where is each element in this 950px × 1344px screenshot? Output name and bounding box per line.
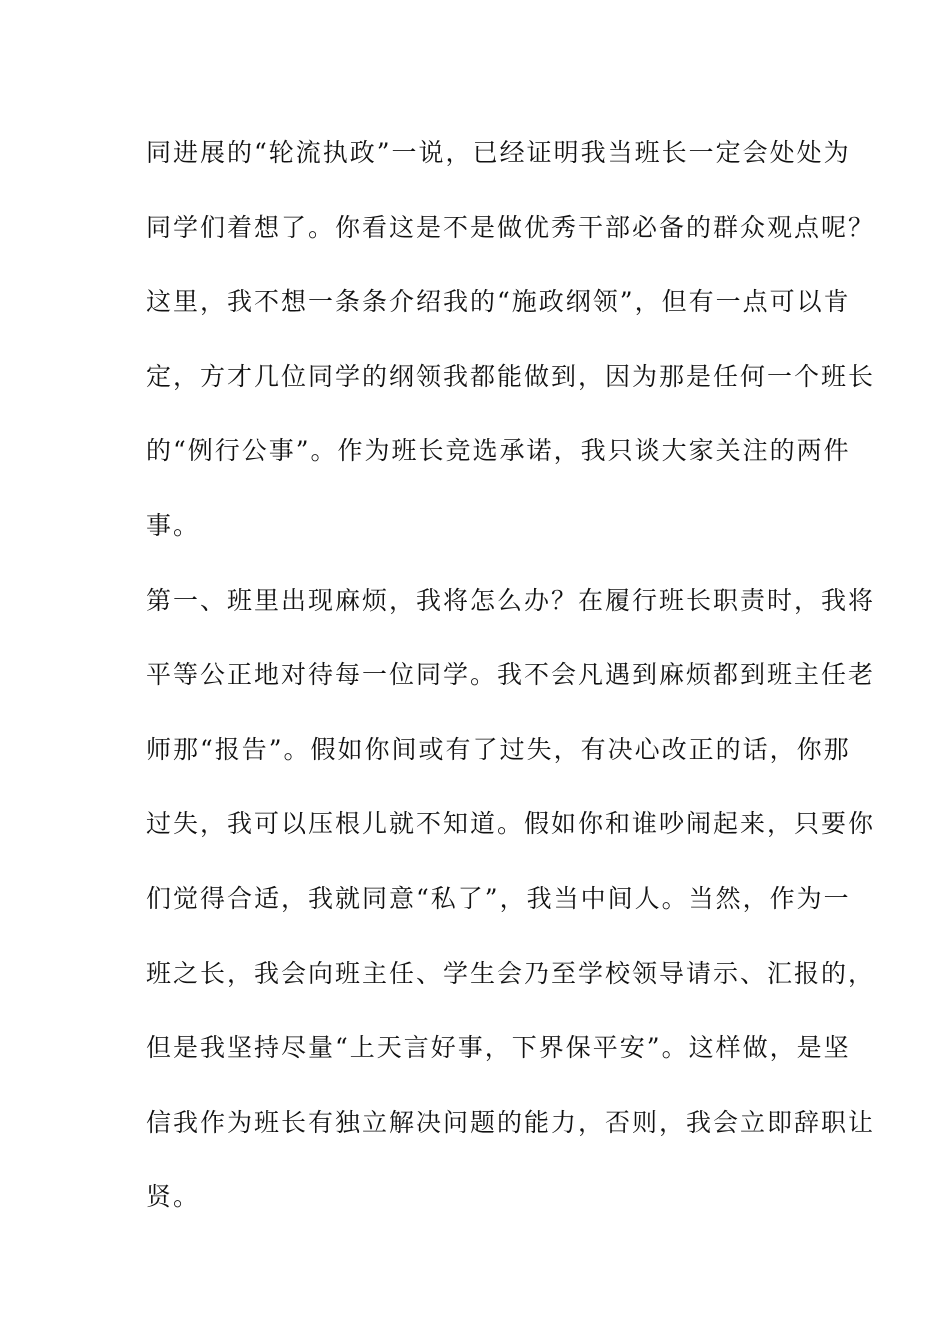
- text-line: 班之长，我会向班主任、学生会乃至学校领导请示、汇报的，: [146, 958, 876, 988]
- body-text: [146, 132, 876, 1251]
- text-line: 同学们着想了。你看这是不是做优秀干部必备的群众观点呢？: [146, 212, 876, 242]
- text-line: 过失，我可以压根儿就不知道。假如你和谁吵闹起来，只要你: [146, 809, 876, 839]
- text-line: 信我作为班长有独立解决问题的能力，否则，我会立即辞职让: [146, 1107, 876, 1137]
- text-line: 第一、班里出现麻烦，我将怎么办？在履行班长职责时，我将: [146, 585, 876, 615]
- text-line: 平等公正地对待每一位同学。我不会凡遇到麻烦都到班主任老: [146, 660, 876, 690]
- text-line: 的“例行公事”。作为班长竞选承诺，我只谈大家关注的两件: [146, 436, 851, 466]
- text-line: 同进展的“轮流执政”一说，已经证明我当班长一定会处处为: [146, 138, 851, 167]
- text-line: 这里，我不想一条条介绍我的“施政纲领”，但有一点可以肯: [146, 287, 851, 317]
- text-line: 们觉得合适，我就同意“私了”，我当中间人。当然，作为一: [146, 883, 851, 913]
- text-line: 贤。: [146, 1182, 201, 1212]
- text-line: 事。: [146, 510, 201, 540]
- text-line: 师那“报告”。假如你间或有了过失，有决心改正的话，你那: [146, 734, 851, 764]
- text-line: 但是我坚持尽量“上天言好事，下界保平安”。这样做，是坚: [146, 1033, 851, 1063]
- text-line: 定，方才几位同学的纲领我都能做到，因为那是任何一个班长: [146, 361, 876, 391]
